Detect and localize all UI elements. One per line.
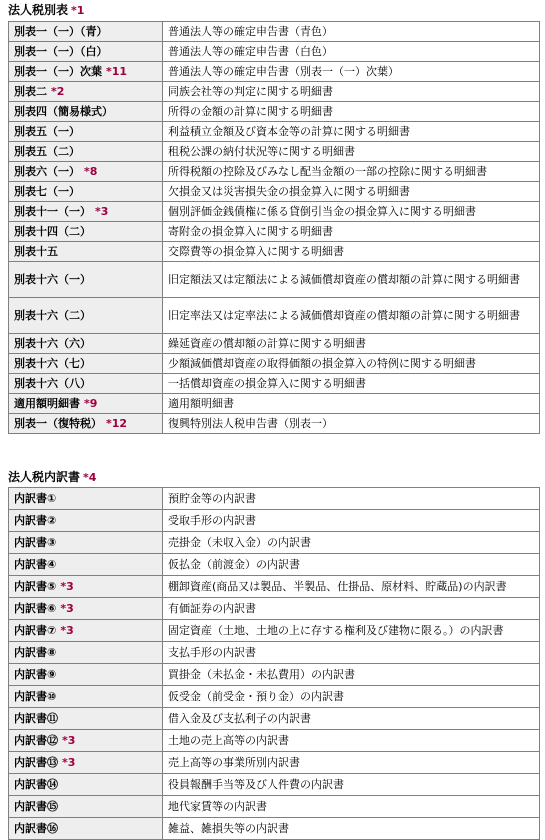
form-name-cell xyxy=(9,222,163,242)
form-name: 内訳書⑥ xyxy=(14,601,57,615)
form-name-cell xyxy=(9,22,163,42)
form-description: 交際費等の損金算入に関する明細書 xyxy=(163,242,540,262)
form-description: 仮払金（前渡金）の内訳書 xyxy=(163,554,540,576)
table-row xyxy=(9,42,540,62)
form-name: 別表一（一）（白） xyxy=(14,44,108,58)
table-row xyxy=(9,394,540,414)
form-description: 普通法人等の確定申告書（白色） xyxy=(163,42,540,62)
section2-title xyxy=(8,470,96,485)
form-name-cell xyxy=(9,774,163,796)
form-description: 租税公課の納付状況等に関する明細書 xyxy=(163,142,540,162)
form-name: 別表一（一）（青） xyxy=(14,24,108,38)
form-name-cell xyxy=(9,642,163,664)
table-row xyxy=(9,262,540,298)
form-name-cell xyxy=(9,162,163,182)
section2-title-text: 法人税内訳書 xyxy=(8,470,81,484)
note-mark: *3 xyxy=(60,601,74,615)
form-name-cell xyxy=(9,182,163,202)
breakdown-table xyxy=(8,487,540,840)
form-name: 内訳書⑬ xyxy=(14,755,58,769)
form-description: 地代家賃等の内訳書 xyxy=(163,796,540,818)
table-row xyxy=(9,22,540,42)
form-description: 寄附金の損金算入に関する明細書 xyxy=(163,222,540,242)
form-name: 別表一（復特税） xyxy=(14,416,102,430)
table-row xyxy=(9,664,540,686)
form-name-cell xyxy=(9,620,163,642)
form-name-cell xyxy=(9,818,163,840)
form-name: 内訳書⑧ xyxy=(14,645,57,659)
form-name: 別表十四（二） xyxy=(14,224,91,238)
form-name: 別表四（簡易様式） xyxy=(14,104,113,118)
form-name-cell xyxy=(9,796,163,818)
form-description: 支払手形の内訳書 xyxy=(163,642,540,664)
form-description: 借入金及び支払利子の内訳書 xyxy=(163,708,540,730)
table-row xyxy=(9,576,540,598)
form-name-cell xyxy=(9,334,163,354)
table-row xyxy=(9,818,540,840)
form-description: 売上高等の事業所別内訳書 xyxy=(163,752,540,774)
form-name-cell xyxy=(9,354,163,374)
note-mark: *2 xyxy=(51,84,65,98)
form-name-cell xyxy=(9,142,163,162)
table-row xyxy=(9,334,540,354)
form-description: 復興特別法人税申告書（別表一） xyxy=(163,414,540,434)
form-name: 別表五（二） xyxy=(14,144,80,158)
form-name: 適用額明細書 xyxy=(14,396,80,410)
note-mark: *3 xyxy=(62,733,76,747)
table-row xyxy=(9,510,540,532)
form-name-cell xyxy=(9,510,163,532)
table-row xyxy=(9,182,540,202)
form-description: 繰延資産の償却額の計算に関する明細書 xyxy=(163,334,540,354)
form-name: 内訳書⑯ xyxy=(14,821,58,835)
form-name: 内訳書⑨ xyxy=(14,667,57,681)
table-row xyxy=(9,122,540,142)
table-row xyxy=(9,414,540,434)
note-mark: *8 xyxy=(84,164,98,178)
table-row xyxy=(9,242,540,262)
table-row xyxy=(9,102,540,122)
form-name: 内訳書⑩ xyxy=(14,689,57,703)
table-row xyxy=(9,142,540,162)
form-name: 別表二 xyxy=(14,84,47,98)
form-name-cell xyxy=(9,686,163,708)
form-name: 内訳書② xyxy=(14,513,57,527)
form-name: 内訳書⑤ xyxy=(14,579,57,593)
form-description: 雑益、雑損失等の内訳書 xyxy=(163,818,540,840)
form-name: 内訳書⑪ xyxy=(14,711,58,725)
note-mark: *9 xyxy=(84,396,98,410)
form-description: 有価証券の内訳書 xyxy=(163,598,540,620)
note-mark: *12 xyxy=(106,416,128,430)
form-name-cell xyxy=(9,598,163,620)
form-name-cell xyxy=(9,202,163,222)
form-description: 少額減価償却資産の取得価額の損金算入の特例に関する明細書 xyxy=(163,354,540,374)
form-description: 利益積立金額及び資本金等の計算に関する明細書 xyxy=(163,122,540,142)
table-row xyxy=(9,532,540,554)
form-description: 仮受金（前受金・預り金）の内訳書 xyxy=(163,686,540,708)
form-name: 別表十一（一） xyxy=(14,204,91,218)
table-row xyxy=(9,162,540,182)
form-description: 普通法人等の確定申告書（青色） xyxy=(163,22,540,42)
table-row xyxy=(9,642,540,664)
form-description: 預貯金等の内訳書 xyxy=(163,488,540,510)
form-description: 欠損金又は災害損失金の損金算入に関する明細書 xyxy=(163,182,540,202)
table-row xyxy=(9,686,540,708)
form-description: 個別評価金銭債権に係る貸倒引当金の損金算入に関する明細書 xyxy=(163,202,540,222)
form-description: 適用額明細書 xyxy=(163,394,540,414)
table-row xyxy=(9,796,540,818)
form-description: 旧定額法又は定額法による減価償却資産の償却額の計算に関する明細書 xyxy=(163,262,540,298)
table-row xyxy=(9,752,540,774)
form-name: 別表十六（八） xyxy=(14,376,91,390)
form-name-cell xyxy=(9,554,163,576)
form-name-cell xyxy=(9,42,163,62)
table-row xyxy=(9,354,540,374)
form-description: 買掛金（未払金・未払費用）の内訳書 xyxy=(163,664,540,686)
table-row xyxy=(9,774,540,796)
table-row xyxy=(9,62,540,82)
form-name: 別表一（一）次葉 xyxy=(14,64,102,78)
note-mark: *11 xyxy=(106,64,128,78)
form-description: 固定資産（土地、土地の上に存する権利及び建物に限る。）の内訳書 xyxy=(163,620,540,642)
form-description: 役員報酬手当等及び人件費の内訳書 xyxy=(163,774,540,796)
form-name: 内訳書⑭ xyxy=(14,777,58,791)
form-name: 別表十六（六） xyxy=(14,336,91,350)
form-name: 別表七（一） xyxy=(14,184,80,198)
form-name: 内訳書⑮ xyxy=(14,799,58,813)
note-mark: *3 xyxy=(60,623,74,637)
form-name: 別表六（一） xyxy=(14,164,80,178)
form-name: 別表十五 xyxy=(14,244,58,258)
form-name: 内訳書③ xyxy=(14,535,57,549)
table-row xyxy=(9,222,540,242)
form-name: 別表十六（七） xyxy=(14,356,91,370)
form-name: 別表十六（二） xyxy=(14,308,91,322)
form-name-cell xyxy=(9,298,163,334)
form-description: 棚卸資産(商品又は製品、半製品、仕掛品、原材料、貯蔵品)の内訳書 xyxy=(163,576,540,598)
form-description: 受取手形の内訳書 xyxy=(163,510,540,532)
form-name-cell xyxy=(9,664,163,686)
table-row xyxy=(9,598,540,620)
form-name-cell xyxy=(9,752,163,774)
form-name: 内訳書① xyxy=(14,491,57,505)
table-row xyxy=(9,374,540,394)
form-description: 一括償却資産の損金算入に関する明細書 xyxy=(163,374,540,394)
form-name: 内訳書⑫ xyxy=(14,733,58,747)
note-mark: *3 xyxy=(60,579,74,593)
form-name-cell xyxy=(9,708,163,730)
form-name-cell xyxy=(9,414,163,434)
section2-title-mark: *4 xyxy=(83,471,97,484)
form-name-cell xyxy=(9,488,163,510)
form-description: 土地の売上高等の内訳書 xyxy=(163,730,540,752)
table-row xyxy=(9,730,540,752)
table-row xyxy=(9,620,540,642)
form-description: 普通法人等の確定申告書（別表一（一）次葉） xyxy=(163,62,540,82)
section1-title-mark: *1 xyxy=(71,4,85,17)
form-name-cell xyxy=(9,374,163,394)
form-description: 売掛金（未収入金）の内訳書 xyxy=(163,532,540,554)
form-name-cell xyxy=(9,62,163,82)
form-description: 旧定率法又は定率法による減価償却資産の償却額の計算に関する明細書 xyxy=(163,298,540,334)
form-name: 別表十六（一） xyxy=(14,272,91,286)
table-row xyxy=(9,554,540,576)
form-name-cell xyxy=(9,242,163,262)
form-name-cell xyxy=(9,532,163,554)
form-name: 別表五（一） xyxy=(14,124,80,138)
form-name-cell xyxy=(9,122,163,142)
note-mark: *3 xyxy=(95,204,109,218)
section1-title xyxy=(8,3,84,18)
form-name: 内訳書⑦ xyxy=(14,623,57,637)
section1-title-text: 法人税別表 xyxy=(8,3,69,17)
form-description: 同族会社等の判定に関する明細書 xyxy=(163,82,540,102)
table-row xyxy=(9,298,540,334)
form-name-cell xyxy=(9,82,163,102)
form-name-cell xyxy=(9,394,163,414)
table-row xyxy=(9,488,540,510)
form-name-cell xyxy=(9,262,163,298)
form-name: 内訳書④ xyxy=(14,557,57,571)
tax-schedule-table xyxy=(8,21,540,434)
form-name-cell xyxy=(9,102,163,122)
table-row xyxy=(9,202,540,222)
form-name-cell xyxy=(9,730,163,752)
form-name-cell xyxy=(9,576,163,598)
form-description: 所得税額の控除及びみなし配当金額の一部の控除に関する明細書 xyxy=(163,162,540,182)
form-description: 所得の金額の計算に関する明細書 xyxy=(163,102,540,122)
table-row xyxy=(9,82,540,102)
table-row xyxy=(9,708,540,730)
note-mark: *3 xyxy=(62,755,76,769)
